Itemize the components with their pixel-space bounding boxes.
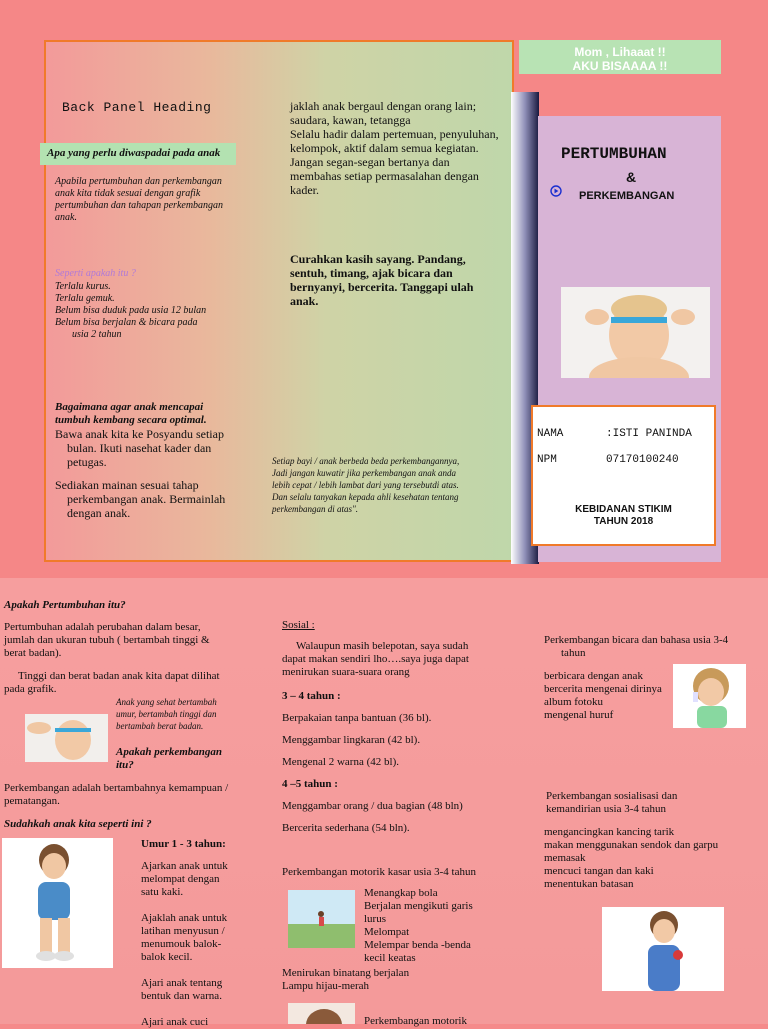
- text-line: kader.: [290, 183, 319, 197]
- nama-label: NAMA: [537, 428, 564, 440]
- list-item: [141, 912, 266, 964]
- baby-photo: [561, 287, 710, 378]
- bagaimana-heading-line: tumbuh kembang secara optimal.: [55, 414, 207, 426]
- cover-title-ampersand: &: [626, 169, 637, 185]
- text-line: latihan menyusun /: [141, 925, 225, 937]
- anak-sehat-note: [116, 696, 256, 732]
- text-line: Curahkan kasih sayang. Pandang,: [290, 252, 466, 266]
- list-item: bercerita mengenai dirinya: [544, 683, 662, 695]
- bagaimana-heading: [55, 401, 255, 427]
- boy-photo: [602, 907, 724, 991]
- text-line: perkembangan di atas".: [272, 504, 359, 514]
- text-line: Jadi jangan kuwatir jika perkembangan anak anda: [272, 468, 456, 478]
- text-line: kelompok, aktif dalam semua kegiatan.: [290, 141, 479, 155]
- cover-subtitle: PERKEMBANGAN: [579, 190, 675, 202]
- list-item: memasak: [544, 852, 586, 864]
- apabila-paragraph: Apabila pertumbuhan dan perkembangan anak kita tidak sesuai dengan grafik pertumbuhan dan tahapan perkembangan anak.: [55, 176, 224, 223]
- text-line: pada grafik.: [4, 683, 57, 695]
- sediakan-paragraph: [55, 478, 265, 520]
- umur-list: [141, 860, 266, 1029]
- text-line: perkembangan anak. Bermainlah: [67, 492, 226, 506]
- age-3-4-item: Mengenal 2 warna (42 bl).: [282, 756, 399, 768]
- list-item: Belum bisa berjalan & bicara pada: [55, 317, 198, 328]
- list-item: [141, 860, 266, 899]
- text-line: dapat makan sendiri lho….saya juga dapat: [282, 653, 469, 665]
- bawa-paragraph: [55, 427, 265, 469]
- list-item: Menangkap bola: [364, 887, 438, 899]
- umur-heading: Umur 1 - 3 tahun:: [141, 838, 226, 850]
- text-line: bulan. Ikuti nasehat kader dan: [67, 441, 212, 455]
- list-item: Melempar benda -benda: [364, 939, 471, 951]
- text-line: melompat dengan: [141, 873, 220, 885]
- age-4-5-item: Menggambar orang / dua bagian (48 bln): [282, 800, 463, 812]
- tinggi-paragraph: [4, 670, 254, 696]
- text-line: petugas.: [67, 455, 107, 469]
- middle-panel-text: [290, 99, 508, 197]
- apakah-perkembangan-heading: [116, 746, 222, 772]
- baby-measure-photo: [25, 714, 108, 762]
- npm-label: NPM: [537, 454, 557, 466]
- nama-value: :ISTI PANINDA: [606, 428, 692, 440]
- apa-heading-label: Apa yang perlu diwaspadai pada anak: [40, 143, 236, 165]
- text-line: jumlah dan ukuran tubuh ( bertambah tinggi &: [4, 634, 210, 646]
- list-item: Menirukan binatang berjalan: [282, 967, 410, 979]
- list-item: album fotoku: [544, 696, 603, 708]
- list-item: usia 2 tahun: [72, 329, 122, 340]
- perkembangan-paragraph: [4, 782, 258, 808]
- motorik-halus-heading: Perkembangan motorik: [364, 1015, 467, 1027]
- text-line: balok kecil.: [141, 951, 193, 963]
- text-line: tahun: [561, 647, 586, 659]
- text-line: Apakah perkembangan: [116, 746, 223, 758]
- child-photo-cut: [288, 1003, 355, 1024]
- text-line: Jangan segan-segan bertanya dan: [290, 155, 450, 169]
- list-item: mengancingkan kancing tarik: [544, 826, 675, 838]
- text-line: bentuk dan warna.: [141, 990, 222, 1002]
- text-line: bernyanyi, bercerita. Tanggapi ulah: [290, 280, 474, 294]
- text-line: pematangan.: [4, 795, 60, 807]
- motorik-heading: Perkembangan motorik kasar usia 3-4 tahun: [282, 866, 476, 878]
- text-line: umur, bertambah tinggi dan: [116, 709, 217, 719]
- text-line: saudara, kawan, tetangga: [290, 113, 411, 127]
- text-line: itu?: [116, 759, 134, 771]
- text-line: Perkembangan bicara dan bahasa usia 3-4: [544, 634, 729, 646]
- back-panel-heading: Back Panel Heading: [62, 100, 212, 115]
- list-item: Belum bisa duduk pada usia 12 bulan: [55, 305, 207, 316]
- list-item: Lampu hijau-merah: [282, 980, 370, 992]
- mom-callout-line: Mom , Lihaaat !!: [574, 45, 666, 59]
- author-box: [531, 405, 716, 546]
- seperti-list: [55, 281, 245, 341]
- apakah-heading: Apakah Pertumbuhan itu?: [4, 599, 126, 611]
- text-line: Ajari anak cuci: [141, 1016, 209, 1028]
- text-line: kemandirian usia 3-4 tahun: [546, 803, 667, 815]
- list-item: [141, 1016, 266, 1029]
- text-line: satu kaki.: [141, 886, 184, 898]
- list-item: kecil keatas: [364, 952, 416, 964]
- text-line: Perkembangan adalah bertambahnya kemampuan /: [4, 782, 229, 794]
- motorik-tail: [282, 967, 507, 993]
- list-item: [141, 977, 266, 1003]
- text-line: Perkembangan sosialisasi dan: [546, 790, 678, 802]
- age-3-4-heading: 3 – 4 tahun :: [282, 690, 341, 702]
- text-line: jaklah anak bergaul dengan orang lain;: [290, 99, 477, 113]
- list-item: lurus: [364, 913, 386, 925]
- mom-callout: [519, 40, 721, 74]
- bagaimana-heading-line: Bagaimana agar anak mencapai: [55, 401, 204, 413]
- npm-value: 07170100240: [606, 454, 679, 466]
- park-photo: [288, 890, 355, 948]
- text-line: anak.: [290, 294, 319, 308]
- list-item: mencuci tangan dan kaki: [544, 865, 654, 877]
- curahkan-paragraph: [290, 252, 500, 308]
- age-4-5-heading: 4 –5 tahun :: [282, 778, 338, 790]
- text-line: Ajarkan anak untuk: [141, 860, 228, 872]
- institution-line: KEBIDANAN STIKIM: [575, 504, 672, 515]
- text-line: Walaupun masih belepotan, saya sudah: [296, 640, 469, 652]
- age-3-4-item: Menggambar lingkaran (42 bl).: [282, 734, 421, 746]
- bicara-heading: [544, 634, 764, 660]
- text-line: Selalu hadir dalam pertemuan, penyuluhan,: [290, 127, 499, 141]
- bicara-list: [544, 670, 679, 722]
- play-circle-icon: [550, 184, 562, 196]
- sosial-paragraph: [282, 640, 507, 679]
- girl-phone-photo: [673, 664, 746, 728]
- list-item: Melompat: [364, 926, 410, 938]
- sudahkah-heading: Sudahkah anak kita seperti ini ?: [4, 818, 152, 830]
- list-item: makan menggunakan sendok dan garpu: [544, 839, 719, 851]
- text-line: bertambah berat badan.: [116, 721, 204, 731]
- list-item: Berjalan mengikuti garis: [364, 900, 473, 912]
- text-line: menirukan suara-suara orang: [282, 666, 410, 678]
- motorik-list: [364, 887, 504, 965]
- pertumbuhan-paragraph: [4, 621, 254, 660]
- cover-title: PERTUMBUHAN: [561, 145, 667, 163]
- text-line: Sediakan mainan sesuai tahap: [55, 478, 199, 492]
- text-line: lebih cepat / lebih lambat dari yang tersebutdi atas.: [272, 480, 459, 490]
- institution: [533, 504, 714, 528]
- sosial-heading: Sosial :: [282, 619, 315, 631]
- age-3-4-item: Berpakaian tanpa bantuan (36 bl).: [282, 712, 432, 724]
- text-line: Ajari anak tentang: [141, 977, 223, 989]
- age-4-5-item: Bercerita sederhana (54 bln).: [282, 822, 410, 834]
- text-line: sentuh, timang, ajak bicara dan: [290, 266, 453, 280]
- list-item: mengenal huruf: [544, 709, 614, 721]
- seperti-heading: Seperti apakah itu ?: [55, 268, 136, 279]
- text-line: Dan selalu tanyakan kepada ahli kesehatan tentang: [272, 492, 459, 502]
- text-line: Bawa anak kita ke Posyandu setiap: [55, 427, 224, 441]
- list-item: Terlalu gemuk.: [55, 293, 115, 304]
- list-item: menentukan batasan: [544, 878, 634, 890]
- list-item: Terlalu kurus.: [55, 281, 111, 292]
- institution-line: TAHUN 2018: [593, 516, 654, 527]
- text-line: Anak yang sehat bertambah: [116, 697, 217, 707]
- text-line: Pertumbuhan adalah perubahan dalam besar,: [4, 621, 201, 633]
- sosialisasi-list: [544, 826, 764, 891]
- mom-callout-line: AKU BISAAAA !!: [572, 59, 668, 73]
- sosialisasi-heading: [546, 790, 766, 816]
- text-line: berat badan).: [4, 647, 62, 659]
- text-line: Tinggi dan berat badan anak kita dapat dilihat: [18, 670, 220, 682]
- text-line: dengan anak.: [67, 506, 131, 520]
- toddler-photo: [2, 838, 113, 968]
- text-line: membahas setiap permasalahan dengan: [290, 169, 479, 183]
- setiap-note: [272, 455, 508, 515]
- list-item: berbicara dengan anak: [544, 670, 643, 682]
- text-line: Ajaklah anak untuk: [141, 912, 228, 924]
- text-line: Setiap bayi / anak berbeda beda perkembangannya,: [272, 456, 460, 466]
- text-line: menumouk balok-: [141, 938, 222, 950]
